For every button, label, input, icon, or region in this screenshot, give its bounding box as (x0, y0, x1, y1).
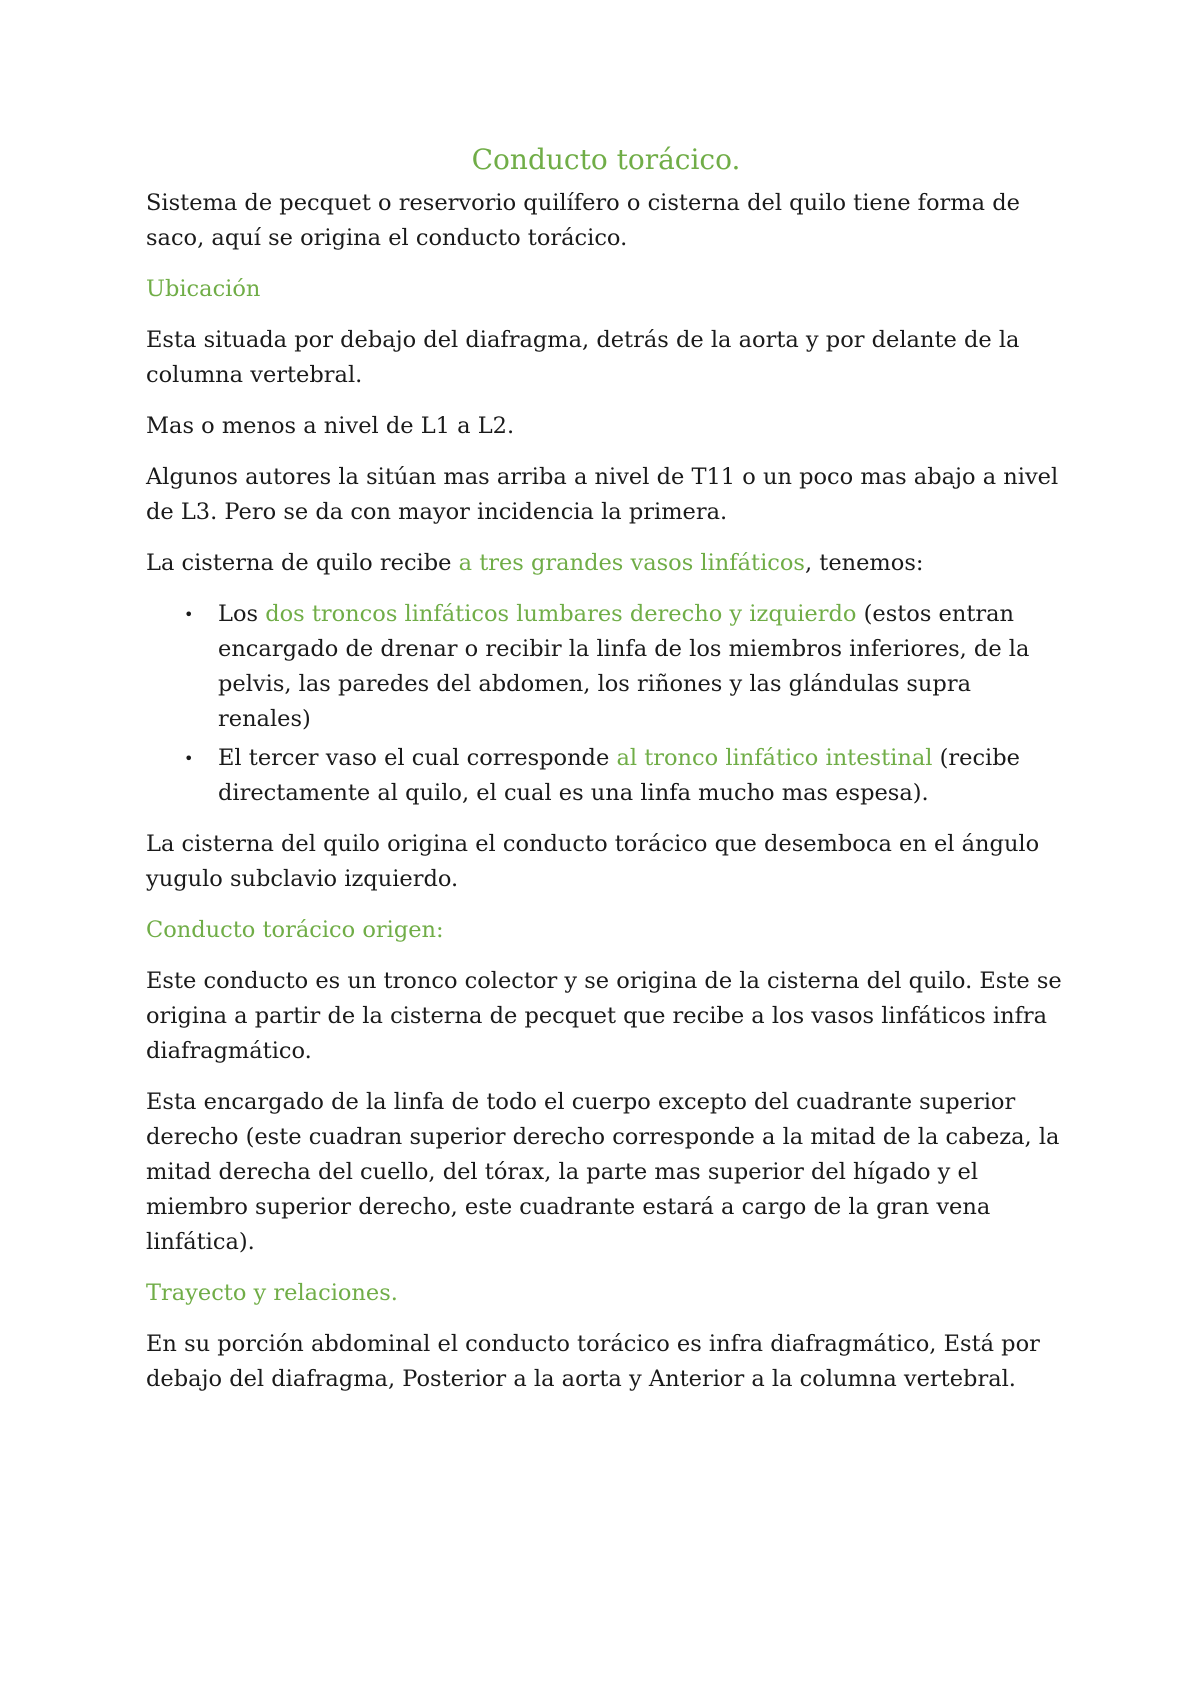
ubicacion-paragraph-4 (146, 546, 1066, 581)
highlight-text: dos troncos linfáticos lumbares derecho y izquierdo (265, 601, 857, 627)
intro-paragraph: Sistema de pecquet o reservorio quilífero o cisterna del quilo tiene forma de saco, aquí se origina el conducto torácico. (146, 190, 1020, 251)
section-heading-origen: Conducto torácico origen: (146, 917, 444, 943)
bullet-icon: • (184, 749, 194, 768)
list-item (184, 741, 1066, 811)
ubicacion-paragraph-2: Mas o menos a nivel de L1 a L2. (146, 413, 515, 439)
trayecto-paragraph-1: En su porción abdominal el conducto torácico es infra diafragmático, Está por debajo del diafragma, Posterior a la aorta y Anterior a la columna vertebral. (146, 1331, 1040, 1392)
list-item-text: Los (218, 601, 266, 627)
list-item-text: (recibe directamente al quilo, el cual es una linfa mucho mas espesa). (218, 745, 1020, 806)
vessel-list (146, 597, 1066, 811)
origen-paragraph-2: Esta encargado de la linfa de todo el cuerpo excepto del cuadrante superior derecho (este cuadran superior derecho corresponde a la mitad de la cabeza, la mitad derecha del cuello, del tórax, la parte mas superior del hígado y el miembro superior derecho, este cuadrante estará a cargo de la gran vena linfática). (146, 1089, 1060, 1255)
highlight-text: al tronco linfático intestinal (616, 745, 933, 771)
ubicacion-paragraph-1: Esta situada por debajo del diafragma, detrás de la aorta y por delante de la columna vertebral. (146, 327, 1020, 388)
bullet-icon: • (184, 605, 194, 624)
document-page (146, 140, 1066, 1413)
ubicacion-paragraph-5: La cisterna del quilo origina el conducto torácico que desemboca en el ángulo yugulo subclavio izquierdo. (146, 831, 1040, 892)
list-item (184, 597, 1066, 737)
origen-paragraph-1: Este conducto es un tronco colector y se origina de la cisterna del quilo. Este se origina a partir de la cisterna de pecquet que recibe a los vasos linfáticos infra diafragmático. (146, 968, 1062, 1064)
section-heading-trayecto: Trayecto y relaciones. (146, 1280, 398, 1306)
highlight-text: a tres grandes vasos linfáticos (458, 550, 805, 576)
ubicacion-paragraph-3: Algunos autores la sitúan mas arriba a nivel de T11 o un poco mas abajo a nivel de L3. Pero se da con mayor incidencia la primera. (146, 464, 1059, 525)
paragraph-text: La cisterna de quilo recibe (146, 550, 459, 576)
list-item-text: El tercer vaso el cual corresponde (218, 745, 617, 771)
paragraph-text: , tenemos: (804, 550, 924, 576)
document-title: Conducto torácico. (471, 143, 741, 176)
section-heading-ubicacion: Ubicación (146, 276, 261, 302)
list-item-text: (estos entran encargado de drenar o recibir la linfa de los miembros inferiores, de la pelvis, las paredes del abdomen, los riñones y las glándulas supra renales) (218, 601, 1030, 732)
